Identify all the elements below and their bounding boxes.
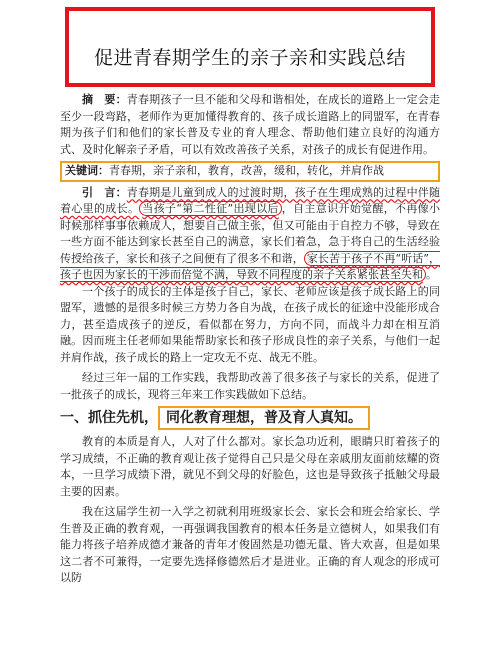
intro-highlight-second-sex: 当孩子“第二性征”出现以后 xyxy=(139,201,281,216)
title-box xyxy=(65,7,435,87)
section-1-prefix: 一、抓住先机， xyxy=(60,410,158,426)
intro-paragraph-3: 经过三年一届的工作实践，我帮助改善了很多孩子与家长的关系，促进了一批孩子的成长，现将三年来工作实践做如下总结。 xyxy=(60,371,440,401)
keywords-label: 关键词： xyxy=(65,164,109,177)
keywords-box xyxy=(60,161,440,182)
section-1-paragraph-1: 教育的本质是育人，人对了什么都对。家长急功近利，眼睛只盯着孩子的学习成绩，不正确的教育观让孩子觉得自己只是父母在亲戚朋友面前炫耀的资本，一旦学习成绩下滑，就见不到父母的好脸色，这也是导致孩子抵触父母最主要的因素。 xyxy=(60,435,440,498)
intro-text-middle: ，自主意识开始觉醒，不再像小时候那样事事依赖成人，想要自己做主张，但又可能由于自控力不够，导致在一些方面不能达到家长甚至自己的满意，家长们着急，急于将自己的生活经验传授给孩子，家长和孩子之间便有了很多不和谐， xyxy=(60,202,440,265)
keywords-text: 青春期，亲子亲和，教育，改善，缓和，转化，并肩作战 xyxy=(109,164,384,177)
intro-underlined-1: 青春期是儿童到成人的过渡时期，孩子在生理成熟的过程中伴随着心里的成长。 xyxy=(60,185,441,215)
abstract-label: 摘 要： xyxy=(82,93,127,106)
document-title: 促进青春期学生的亲子亲和实践总结 xyxy=(93,46,406,69)
abstract-text: 青春期孩子一旦不能和父母和谐相处，在成长的道路上一定会走至少一段弯路，老师作为更加懂得教育的、孩子成长道路上的同盟军，在青春期为孩子们和他们的家长普及专业的育人理念、帮助他们建立良好的沟通方式、及时化解亲子矛盾，可以有效改善孩子关系，对孩子的成长有促进作用。 xyxy=(60,93,441,156)
intro-highlight-conflict: 家长苦于孩子不再“听话”，孩子也因为家长的干涉而倍觉不满，导致不同程度的亲子关系紧张甚至失和 xyxy=(60,251,440,281)
document-body xyxy=(60,92,440,587)
section-1-paragraph-2: 我在这届学生初一入学之初就利用班级家长会、家长会和班会给家长、学生普及正确的教育观，一再强调我国教育的根本任务是立德树人，如果我们有能力将孩子培养成德才兼备的青年才俊固然是功德无量、皆大欢喜，但是如果这二者不可兼得，一定要先选择修德然后才是进业。正确的育人观念的形成可以防 xyxy=(60,505,440,584)
section-1-heading xyxy=(60,406,440,430)
section-1-boxed-title: 同化教育理想，普及育人真知。 xyxy=(158,406,370,430)
abstract-paragraph xyxy=(60,92,440,158)
intro-paragraph-2: 一个孩子的成长的主体是孩子自己，家长、老师应该是孩子成长路上的同盟军，遗憾的是很多时候三方势力各自为战，在孩子成长的征途中没能形成合力，甚至造成孩子的逆反，看似都在努力，方向不同，而战斗力却在相互消融。因而班主任老师如果能帮助家长和孩子形成良性的亲子关系，与他们一起并肩作战，孩子成长的路上一定攻无不克、战无不胜。 xyxy=(60,284,440,364)
intro-paragraph-1 xyxy=(60,185,440,284)
intro-label: 引 言： xyxy=(82,185,127,199)
intro-text-end: 。 xyxy=(426,268,437,281)
